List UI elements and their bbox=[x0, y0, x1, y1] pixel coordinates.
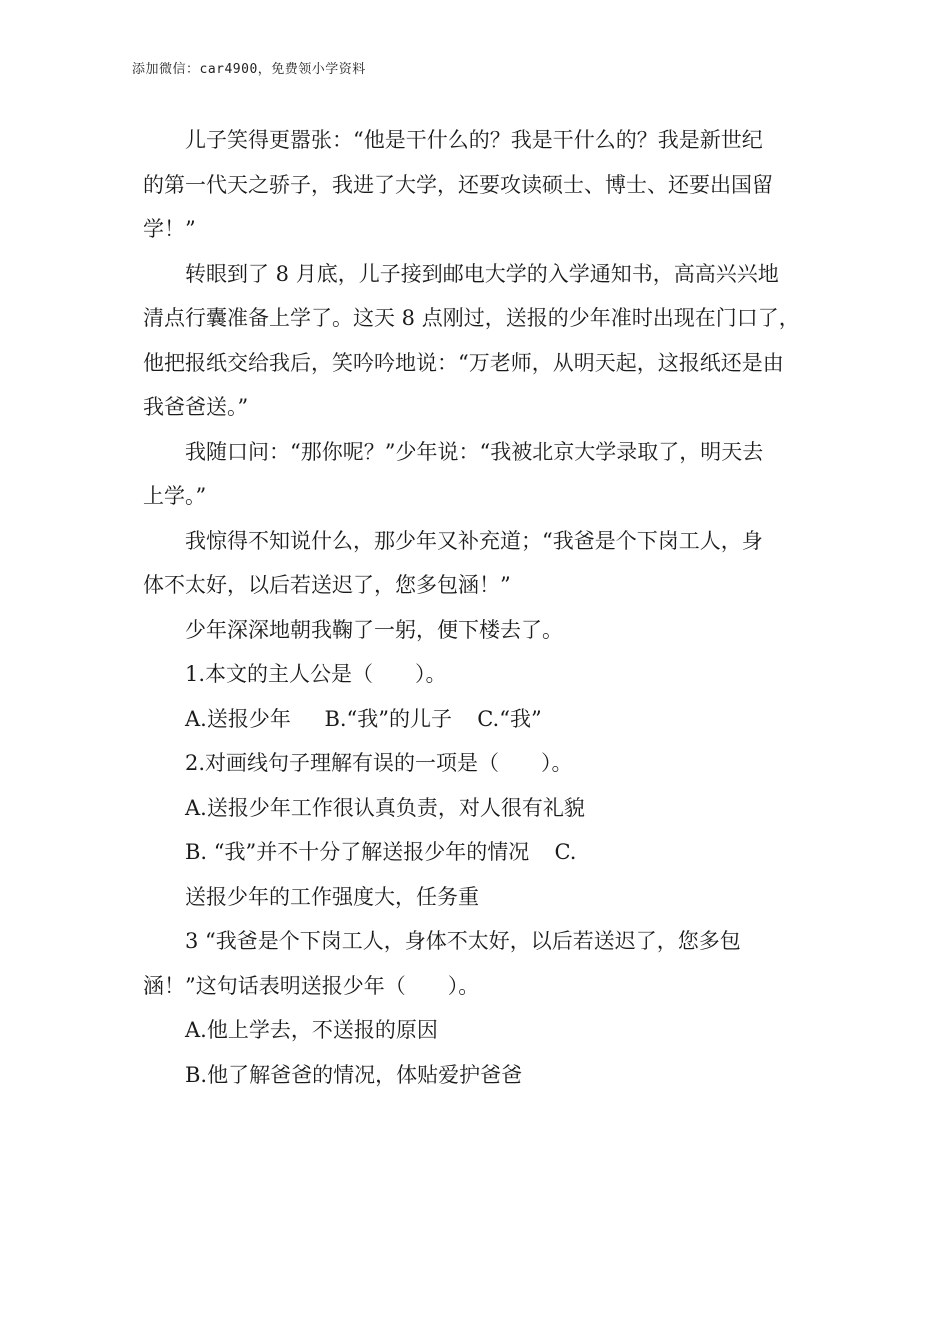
q3-option-a: A.他上学去，不送报的原因 bbox=[185, 1018, 438, 1042]
story-line: 上学。” bbox=[143, 484, 207, 508]
q2-option-b-line bbox=[143, 830, 833, 875]
story-line: 的第一代天之骄子，我进了大学，还要攻读硕士、博士、还要出国留 bbox=[143, 172, 773, 197]
question-3-stem-cont: 涵！”这句话表明送报少年（ ）。 bbox=[143, 973, 480, 998]
q1-option-b: B.“我”的儿子 bbox=[324, 706, 453, 731]
question-1-options bbox=[143, 697, 833, 742]
question-3-stem: 3 “我爸是个下岗工人，身体不太好，以后若送迟了，您多包 bbox=[185, 929, 741, 953]
q3-option-b: B.他了解爸爸的情况，体贴爱护爸爸 bbox=[185, 1062, 523, 1087]
question-2-stem: 2.对画线句子理解有误的一项是（ ）。 bbox=[185, 751, 573, 775]
q2-option-b: B. “我”并不十分了解送报少年的情况 bbox=[185, 840, 530, 864]
story-line: 他把报纸交给我后，笑吟吟地说：“万老师，从明天起，这报纸还是由 bbox=[143, 350, 784, 375]
story-line: 我惊得不知说什么，那少年又补充道；“我爸是个下岗工人，身 bbox=[185, 528, 763, 553]
q1-option-a: A.送报少年 bbox=[185, 706, 291, 731]
story-line: 清点行囊准备上学了。这天 8 点刚过，送报的少年准时出现在门口了， bbox=[143, 306, 800, 330]
q1-option-c: C.“我” bbox=[477, 706, 542, 731]
story-line: 体不太好，以后若送迟了，您多包涵！” bbox=[143, 573, 511, 597]
document-body bbox=[143, 118, 833, 1097]
q2-option-c-label: C. bbox=[554, 840, 577, 864]
story-line: 我爸爸送。” bbox=[143, 395, 249, 419]
story-line: 儿子笑得更嚣张：“他是干什么的？我是干什么的？我是新世纪 bbox=[185, 128, 763, 152]
story-line: 我随口问：“那你呢？”少年说：“我被北京大学录取了，明天去 bbox=[185, 439, 764, 464]
q2-option-a: A.送报少年工作很认真负责，对人很有礼貌 bbox=[185, 795, 585, 820]
story-line: 学！” bbox=[143, 217, 196, 241]
q2-option-c: 送报少年的工作强度大，任务重 bbox=[185, 884, 479, 909]
question-1-stem: 1.本文的主人公是（ ）。 bbox=[185, 662, 447, 686]
story-line: 转眼到了 8 月底，儿子接到邮电大学的入学通知书，高高兴兴地 bbox=[185, 261, 779, 286]
story-line: 少年深深地朝我鞠了一躬，便下楼去了。 bbox=[185, 617, 563, 642]
header-note: 添加微信：car4900，免费领小学资料 bbox=[132, 62, 366, 77]
